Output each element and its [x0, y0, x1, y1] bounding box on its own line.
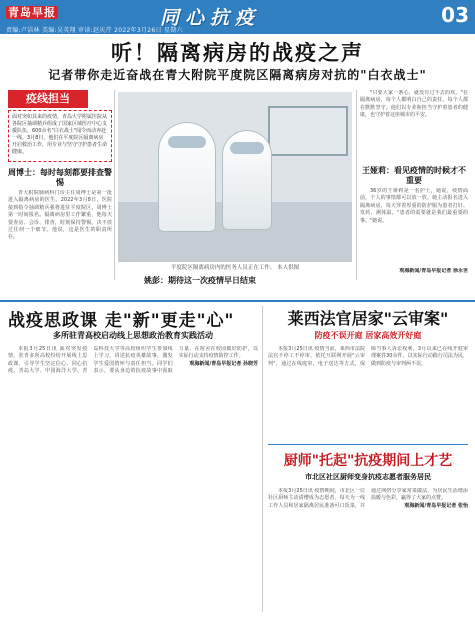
- masthead: [0, 0, 475, 34]
- bottom-right-subtitle: 市北区社区厨师变身抗疫志愿者服务居民: [305, 473, 431, 481]
- reporter-credit-wang: 观海新闻/青岛早报记者 徐永世: [399, 268, 468, 274]
- article-text-wang: 36岁的王娅莉是一名护士，她说，疫情面前，个人的事情都可以放一放。她主动报名进入隔离病房，每天穿着厚重的防护服为患者打针、发药、测体温。"患者的需要就是我们最重要的事。"她说。: [360, 188, 468, 224]
- bottom-left-text: 本报3月25日讯 面对突发疫情，驻青多所高校纷纷开展线上思政课，引导学生坚定信心、同心抗疫。青岛大学、中国海洋大学、青岛科技大学等高校组织学生参加线上学习，讲述抗疫英雄故事，激发学生爱国情怀与责任担当。同学们表示，要从身边的抗疫故事中汲取力量，在宿舍在校园做好防护，以实际行动支持疫情防控工作。 观海新闻/青岛早报记者 孙晓芳: [8, 346, 258, 375]
- bottom-left-title: 战疫思政课 走"新"更走"心": [8, 311, 235, 331]
- column-divider-right: [356, 90, 357, 280]
- column-divider-bottom: [262, 306, 263, 612]
- section-tag: 疫线担当: [8, 90, 88, 108]
- page-title: 同心抗疫: [160, 7, 261, 29]
- bottom-middle-title: 莱西法官居家"云审案": [287, 309, 449, 328]
- bottom-middle-subtitle: 防疫不误开庭 居家高效开好庭: [314, 331, 422, 340]
- intro-box: 面对突如其来的疫情，青岛大学附属医院从各院区抽调精兵组成了国家区域医疗中心支援队伍，600余名"白衣战士"闻令而动奔赴一线。3月8日，他们在平度院区隔离病房开启救治工作，用专业与坚守守护患者生命健康。: [8, 110, 112, 162]
- bottom-left-subtitle: 多所驻青高校启动线上思想政治教育实践活动: [53, 331, 213, 340]
- newspaper-logo: 青岛早报: [8, 6, 56, 19]
- bottom-right-divider: [268, 444, 468, 445]
- hospital-photo: [118, 92, 352, 262]
- bottom-right-title: 厨师"托起"抗疫期间上才艺: [283, 453, 453, 469]
- photo-caption: 平度院区隔离病房内的医务人员正在工作。 本人供图: [170, 265, 300, 271]
- bottom-middle-text: 本报3月25日讯 疫情当前，莱西市法院法官不停工不停审，依托互联网开展"云审判"，通过在线庭审、电子送达等方式，保障当事人诉讼权利。3月以来已在线开庭审理案件30余件，以实际行动践行司法为民，做到防疫与审判两不误。: [268, 346, 468, 367]
- section-title-yao: 姚彭：期待这一次疫情早日结束: [144, 276, 256, 285]
- section-title-wang: 王娅莉：看见疫情的时候才不重要: [362, 166, 466, 185]
- bottom-right-text: 本报3月25日讯 疫情期间，市北区一位社区厨师主动请缨成为志愿者，每天为一线工作人员和居家隔离居民准备可口饭菜，并通过网络分享家常菜做法，为居民生活增添温暖与色彩，赢得了大家的点赞。 观海新闻/青岛早报记者 张怡: [268, 488, 468, 509]
- section-title-zhou: 周博士：每时每刻都要排查警惕: [8, 168, 112, 187]
- article-text-zhou: 青大附院肺病科门诊主任周博士是第一批进入隔离病房的医生。2022年3月8日，医院接到指令抽调精兵强将进驻平度院区，周博士第一时间报名。隔离病房里工作繁重，他每天要查房、会诊、排查，时刻保持警惕，决不放过任何一个细节。他说，这是医生的职责所在。: [8, 190, 112, 241]
- article-text-right-top: "只要大家一条心，就没有过不去的坎。"在隔离病房，每个人都明白自己的责任，每个人都在默默坚守。他们以专业和担当守护着患者的健康，也守护着这座城市的平安。: [360, 90, 468, 119]
- face-shield-left: [168, 136, 206, 148]
- edition-info: 责编:卢洁林 美编:吴英翔 审读:赵庆芹 2022年3月26日 星期六: [6, 27, 183, 34]
- lead-headline: 听！隔离病房的战疫之声: [111, 40, 364, 65]
- page-number: 03: [441, 3, 469, 27]
- column-divider: [114, 90, 115, 280]
- lead-subhead: 记者带你走近奋战在青大附院平度院区隔离病房对抗的"白衣战士": [48, 68, 427, 82]
- face-shield-right: [230, 142, 264, 154]
- section-divider: [0, 300, 475, 302]
- photo-shelf: [268, 106, 348, 156]
